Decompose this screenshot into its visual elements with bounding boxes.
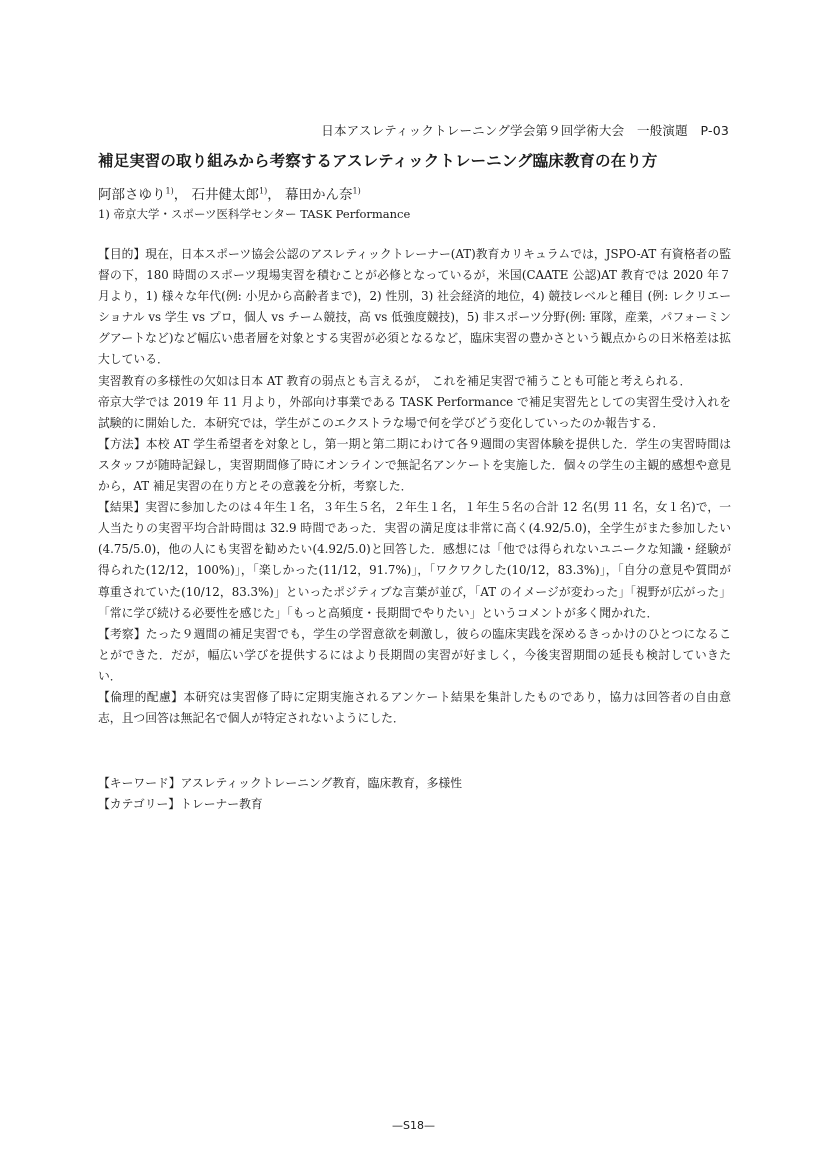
conference-header: 日本アスレティックトレーニング学会第９回学術大会 一般演題 P-03: [321, 123, 729, 138]
abstract-body: [98, 244, 731, 729]
category: 【カテゴリー】トレーナー教育: [98, 797, 263, 812]
abstract-paragraph-results: 【結果】実習に参加したのは４年生１名，３年生５名，２年生１名，１年生５名の合計 12 名(男 11 名，女１名)で，一人当たりの実習平均合計時間は 32.9 時間であった．実習の満足度は非常に高く(4.92/5.0)，全学生がまた参加したい(4.75/5.0)，他の人にも実習を勧めたい(4.92/5.0)と回答した．感想には「他では得られないユニークな知識・経験が得られた(12/12，100%)」，「楽しかった(11/12，91.7%)」，「ワクワクした(10/12，83.3%)」，「自分の意見や質問が尊重されていた(10/12，83.3%)」といったポジティブな言葉が並び，「AT のイメージが変わった」「視野が広がった」「常に学び続ける必要性を感じた」「もっと高頻度・長期間でやりたい」というコメントが多く聞かれた．: [98, 500, 731, 620]
abstract-paragraph: 実習教育の多様性の欠如は日本 AT 教育の弱点とも言えるが， これを補足実習で補うことも可能と考えられる．: [98, 373, 692, 388]
author-name: 阿部さゆり: [98, 187, 166, 203]
author-affiliation-mark: 1): [259, 186, 268, 196]
author-separator: ，: [173, 187, 188, 203]
page-number: —S18—: [392, 1119, 435, 1132]
paper-title: 補足実習の取り組みから考察するアスレティックトレーニング臨床教育の在り方: [98, 152, 658, 170]
author-list: [98, 183, 361, 203]
abstract-paragraph-discussion: 【考察】たった９週間の補足実習でも，学生の学習意欲を刺激し，彼らの臨床実践を深めるきっかけのひとつになることができた．だが，幅広い学びを提供するにはより長期間の実習が好ましく，今後実習期間の延長も検討していきたい．: [98, 626, 731, 683]
author-separator: ，: [267, 187, 281, 203]
keyword-block: [98, 773, 731, 815]
abstract-paragraph-methods: 【方法】本校 AT 学生希望者を対象とし，第一期と第二期にわけて各９週間の実習体験を提供した．学生の実習時間はスタッフが随時記録し，実習期間修了時にオンラインで無記名アンケートを実施した．個々の学生の主観的感想や意見から，AT 補足実習の在り方とその意義を分析，考察した．: [98, 436, 731, 494]
author-affiliation-mark: 1): [352, 186, 361, 196]
keywords: 【キーワード】アスレティックトレーニング教育，臨床教育，多様性: [98, 776, 463, 790]
abstract-paragraph-purpose: 【目的】現在，日本スポーツ協会公認のアスレティックトレーナー(AT)教育カリキュラムでは，JSPO-AT 有資格者の監督の下，180 時間のスポーツ現場実習を積むことが必修となっているが，米国(CAATE 公認)AT 教育では 2020 年７月より，1) 様々な年代(例: 小児から高齢者まで)，2) 性別，3) 社会経済的地位，4) 競技レベルと種目 (例: レクリエーショナル vs 学生 vs プロ，個人 vs チーム競技，高 vs 低強度競技)，5) 非スポーツ分野(例: 軍隊，産業，パフォーミングアートなど)など幅広い患者層を対象とする実習が必須となるなど，臨床実習の豊かさという観点からの日米格差は拡大している．: [98, 247, 731, 367]
author-name: 幕田かん奈: [285, 187, 353, 203]
affiliation: 1) 帝京大学・スポーツ医科学センター TASK Performance: [98, 207, 411, 221]
abstract-paragraph: 帝京大学では 2019 年 11 月より，外部向け事業である TASK Performance で補足実習先としての実習生受け入れを試験的に開始した．本研究では，学生がこのエクストラな場で何を学びどう変化していったのか報告する．: [98, 394, 731, 430]
author-affiliation-mark: 1): [165, 186, 174, 196]
author-name: 石井健太郎: [191, 187, 260, 203]
abstract-paragraph-ethics: 【倫理的配慮】本研究は実習修了時に定期実施されるアンケート結果を集計したものであり，協力は回答者の自由意志，且つ回答は無記名で個人が特定されないようにした．: [98, 689, 731, 726]
